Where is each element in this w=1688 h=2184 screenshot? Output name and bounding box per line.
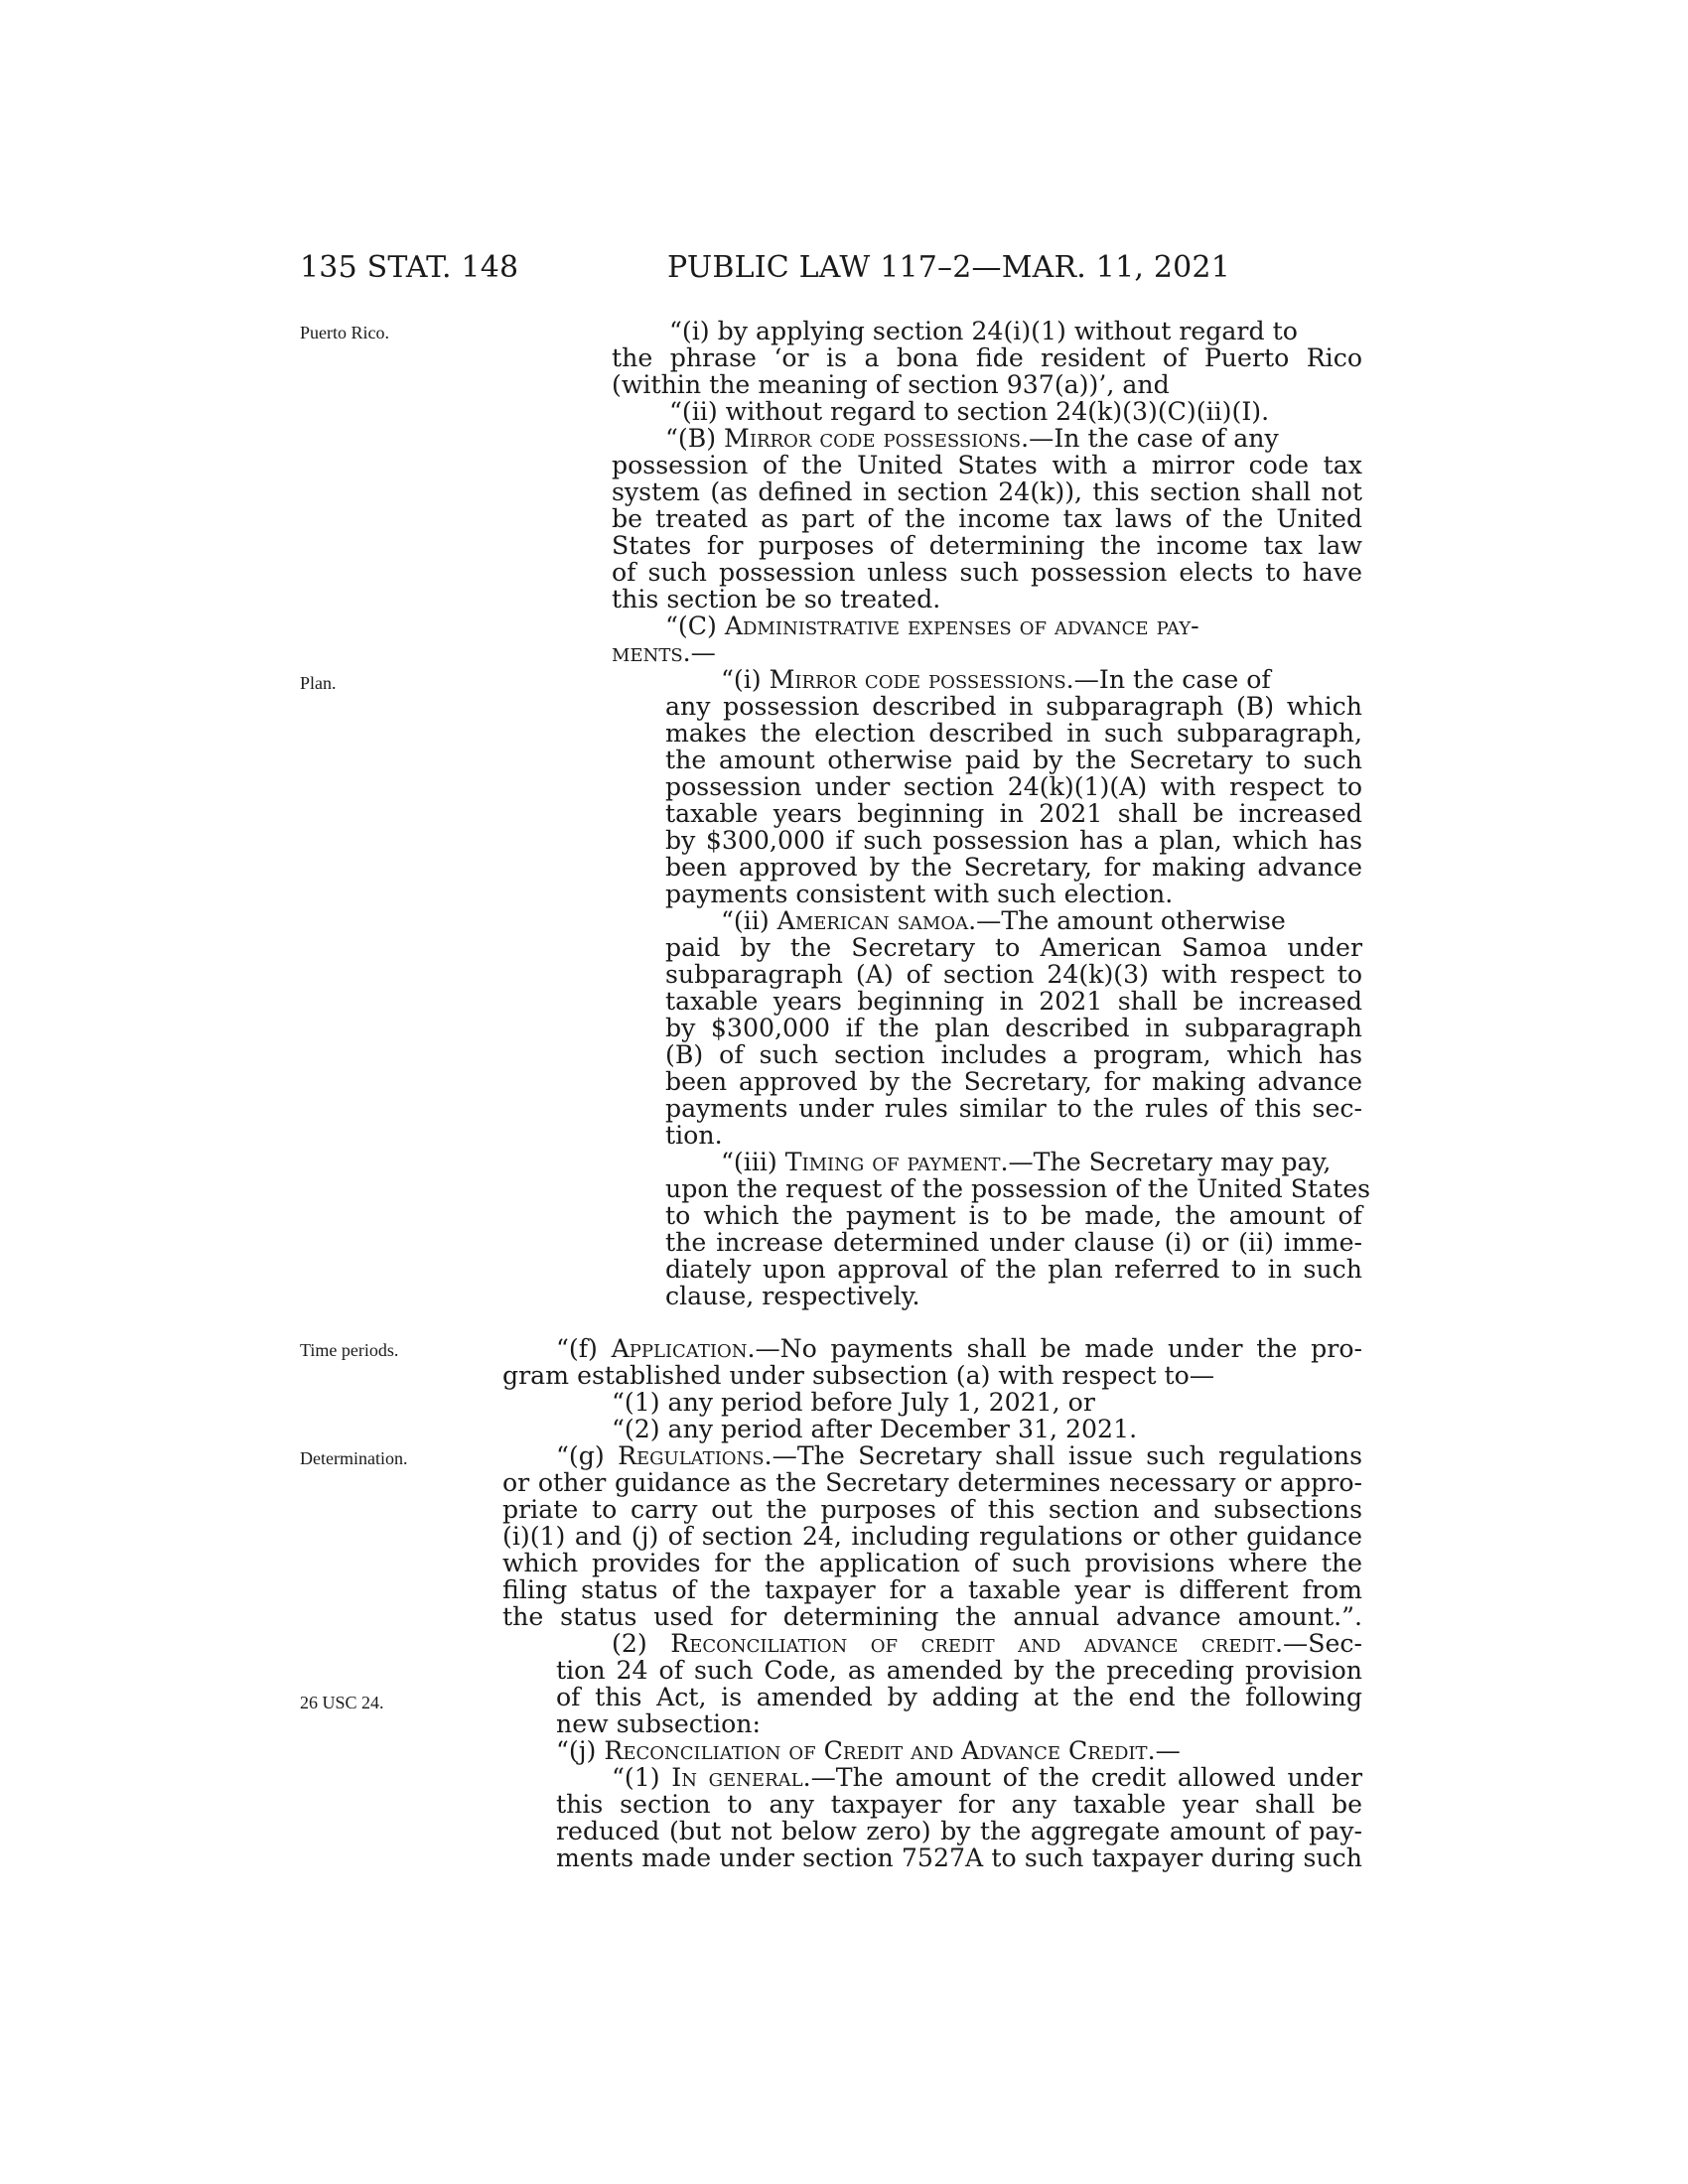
page-stat-reference: 135 STAT. 148 xyxy=(300,250,519,285)
text-line: this section to any taxpayer for any taxable year shall be xyxy=(556,1790,1362,1819)
text-run: (2) xyxy=(612,1629,671,1658)
text-line: the phrase ‘or is a bona fide resident of Puerto Rico xyxy=(612,343,1362,372)
subparagraph-heading xyxy=(665,425,1279,452)
text-line: (i)(1) and (j) of section 24, including regulations or other guidance xyxy=(502,1522,1362,1551)
text-run: .—Sec- xyxy=(1275,1629,1362,1658)
heading-small-caps: Mirror code possessions xyxy=(724,424,1022,453)
margin-note-usc-citation: 26 USC 24. xyxy=(300,1693,384,1712)
text-line: or other guidance as the Secretary determines necessary or appro- xyxy=(502,1468,1362,1497)
text-run: .—In the case of any xyxy=(1021,424,1279,453)
text-run: “(C) xyxy=(665,612,725,640)
text-line: by $300,000 if such possession has a plan, which has xyxy=(665,826,1362,855)
text-line: been approved by the Secretary, for making advance xyxy=(665,1067,1362,1096)
subsection-heading xyxy=(556,1442,1362,1469)
running-header: PUBLIC LAW 117–2—MAR. 11, 2021 xyxy=(667,250,1230,285)
text-line: priate to carry out the purposes of this section and subsections xyxy=(502,1495,1362,1524)
clause-heading xyxy=(721,666,1271,693)
heading-small-caps: American samoa xyxy=(776,906,969,935)
margin-note-determination: Determination. xyxy=(300,1448,408,1468)
text-run: “(B) xyxy=(665,424,725,453)
text-line: subparagraph (A) of section 24(k)(3) with respect to xyxy=(665,960,1362,989)
text-line: system (as defined in section 24(k)), this section shall not xyxy=(612,478,1362,506)
text-line: States for purposes of determining the income tax law xyxy=(612,531,1362,560)
text-run: .—No payments shall be made under the pro- xyxy=(747,1334,1362,1363)
text-line: possession of the United States with a mirror code tax xyxy=(612,451,1362,479)
text-run: .—The amount of the credit allowed under xyxy=(802,1763,1362,1792)
text-run: .—The Secretary may pay, xyxy=(1000,1148,1332,1176)
text-line: any possession described in subparagraph (B) which xyxy=(665,692,1362,721)
text-line xyxy=(612,639,716,666)
text-run: .— xyxy=(1147,1736,1181,1765)
text-line: be treated as part of the income tax laws of the United xyxy=(612,504,1362,533)
text-line: of such possession unless such possession elects to have xyxy=(612,558,1362,587)
heading-small-caps: Reconciliation of credit and advance credit xyxy=(670,1629,1276,1658)
text-line: reduced (but not below zero) by the aggregate amount of pay- xyxy=(556,1817,1362,1845)
subsection-heading xyxy=(556,1737,1181,1764)
subparagraph-heading xyxy=(665,613,1199,639)
text-line: this section be so treated. xyxy=(612,585,941,614)
clause-heading xyxy=(721,907,1286,934)
heading-small-caps: Regulations xyxy=(618,1441,765,1470)
text-run: “(1) xyxy=(612,1763,672,1792)
clause-heading xyxy=(721,1149,1331,1175)
text-line: clause, respectively. xyxy=(665,1282,920,1310)
text-line: “(i) by applying section 24(i)(1) without regard to xyxy=(669,317,1298,345)
text-run: “(iii) xyxy=(721,1148,785,1176)
paragraph-heading xyxy=(612,1630,1362,1657)
margin-note-puerto-rico: Puerto Rico. xyxy=(300,323,389,342)
heading-small-caps: Administrative expenses of advance pay- xyxy=(724,612,1199,640)
text-run: “(g) xyxy=(556,1441,619,1470)
text-run: “(j) xyxy=(556,1736,605,1765)
text-line: ments made under section 7527A to such taxpayer during such xyxy=(556,1843,1362,1872)
text-line: taxable years beginning in 2021 shall be increased xyxy=(665,987,1362,1016)
text-line: which provides for the application of such provisions where the xyxy=(502,1549,1362,1577)
text-line: by $300,000 if the plan described in subparagraph xyxy=(665,1014,1362,1042)
text-line: possession under section 24(k)(1)(A) with respect to xyxy=(665,772,1362,801)
heading-small-caps: Timing of payment xyxy=(784,1148,1001,1176)
text-line: makes the election described in such subparagraph, xyxy=(665,719,1362,748)
text-run: .— xyxy=(682,638,716,667)
paragraph-heading xyxy=(612,1764,1362,1791)
text-run: .—The Secretary shall issue such regulations xyxy=(764,1441,1362,1470)
text-line: tion 24 of such Code, as amended by the preceding provision xyxy=(556,1656,1362,1685)
text-line: of this Act, is amended by adding at the end the following xyxy=(556,1683,1362,1711)
margin-note-plan: Plan. xyxy=(300,673,337,693)
text-line: taxable years beginning in 2021 shall be increased xyxy=(665,799,1362,828)
text-run: “(ii) xyxy=(721,906,777,935)
text-line: “(1) any period before July 1, 2021, or xyxy=(612,1388,1095,1417)
text-line: “(ii) without regard to section 24(k)(3)(C)(ii)(I). xyxy=(669,397,1270,426)
text-line: diately upon approval of the plan referred to in such xyxy=(665,1255,1362,1284)
margin-note-time-periods: Time periods. xyxy=(300,1340,399,1360)
text-run: “(i) xyxy=(721,665,770,694)
text-line: to which the payment is to be made, the amount of xyxy=(665,1201,1362,1230)
heading-small-caps: Application xyxy=(611,1334,748,1363)
text-line: payments under rules similar to the rules of this sec- xyxy=(665,1094,1362,1123)
text-line: been approved by the Secretary, for making advance xyxy=(665,853,1362,882)
text-line: paid by the Secretary to American Samoa under xyxy=(665,933,1362,962)
heading-small-caps: ments xyxy=(612,638,683,667)
text-line: the increase determined under clause (i) or (ii) imme- xyxy=(665,1228,1362,1257)
text-line: (B) of such section includes a program, which has xyxy=(665,1040,1362,1069)
text-run: .—The amount otherwise xyxy=(968,906,1286,935)
text-line: upon the request of the possession of the United States xyxy=(665,1174,1371,1203)
text-run: “(f) xyxy=(556,1334,612,1363)
text-line: the amount otherwise paid by the Secretary to such xyxy=(665,746,1362,774)
text-line: “(2) any period after December 31, 2021. xyxy=(612,1415,1138,1443)
text-line: gram established under subsection (a) with respect to— xyxy=(502,1361,1215,1390)
text-line: tion. xyxy=(665,1121,723,1150)
text-run: .—In the case of xyxy=(1065,665,1271,694)
heading-small-caps: Mirror code possessions xyxy=(769,665,1066,694)
heading-small-caps: Reconciliation of Credit and Advance Credit xyxy=(604,1736,1148,1765)
subsection-heading xyxy=(556,1335,1362,1362)
text-line: (within the meaning of section 937(a))’, and xyxy=(612,370,1170,399)
text-line: filing status of the taxpayer for a taxable year is different from xyxy=(502,1575,1362,1604)
heading-small-caps: In general xyxy=(671,1763,803,1792)
text-line: payments consistent with such election. xyxy=(665,880,1174,908)
text-line: new subsection: xyxy=(556,1709,761,1738)
text-line: the status used for determining the annual advance amount.”. xyxy=(502,1602,1362,1631)
